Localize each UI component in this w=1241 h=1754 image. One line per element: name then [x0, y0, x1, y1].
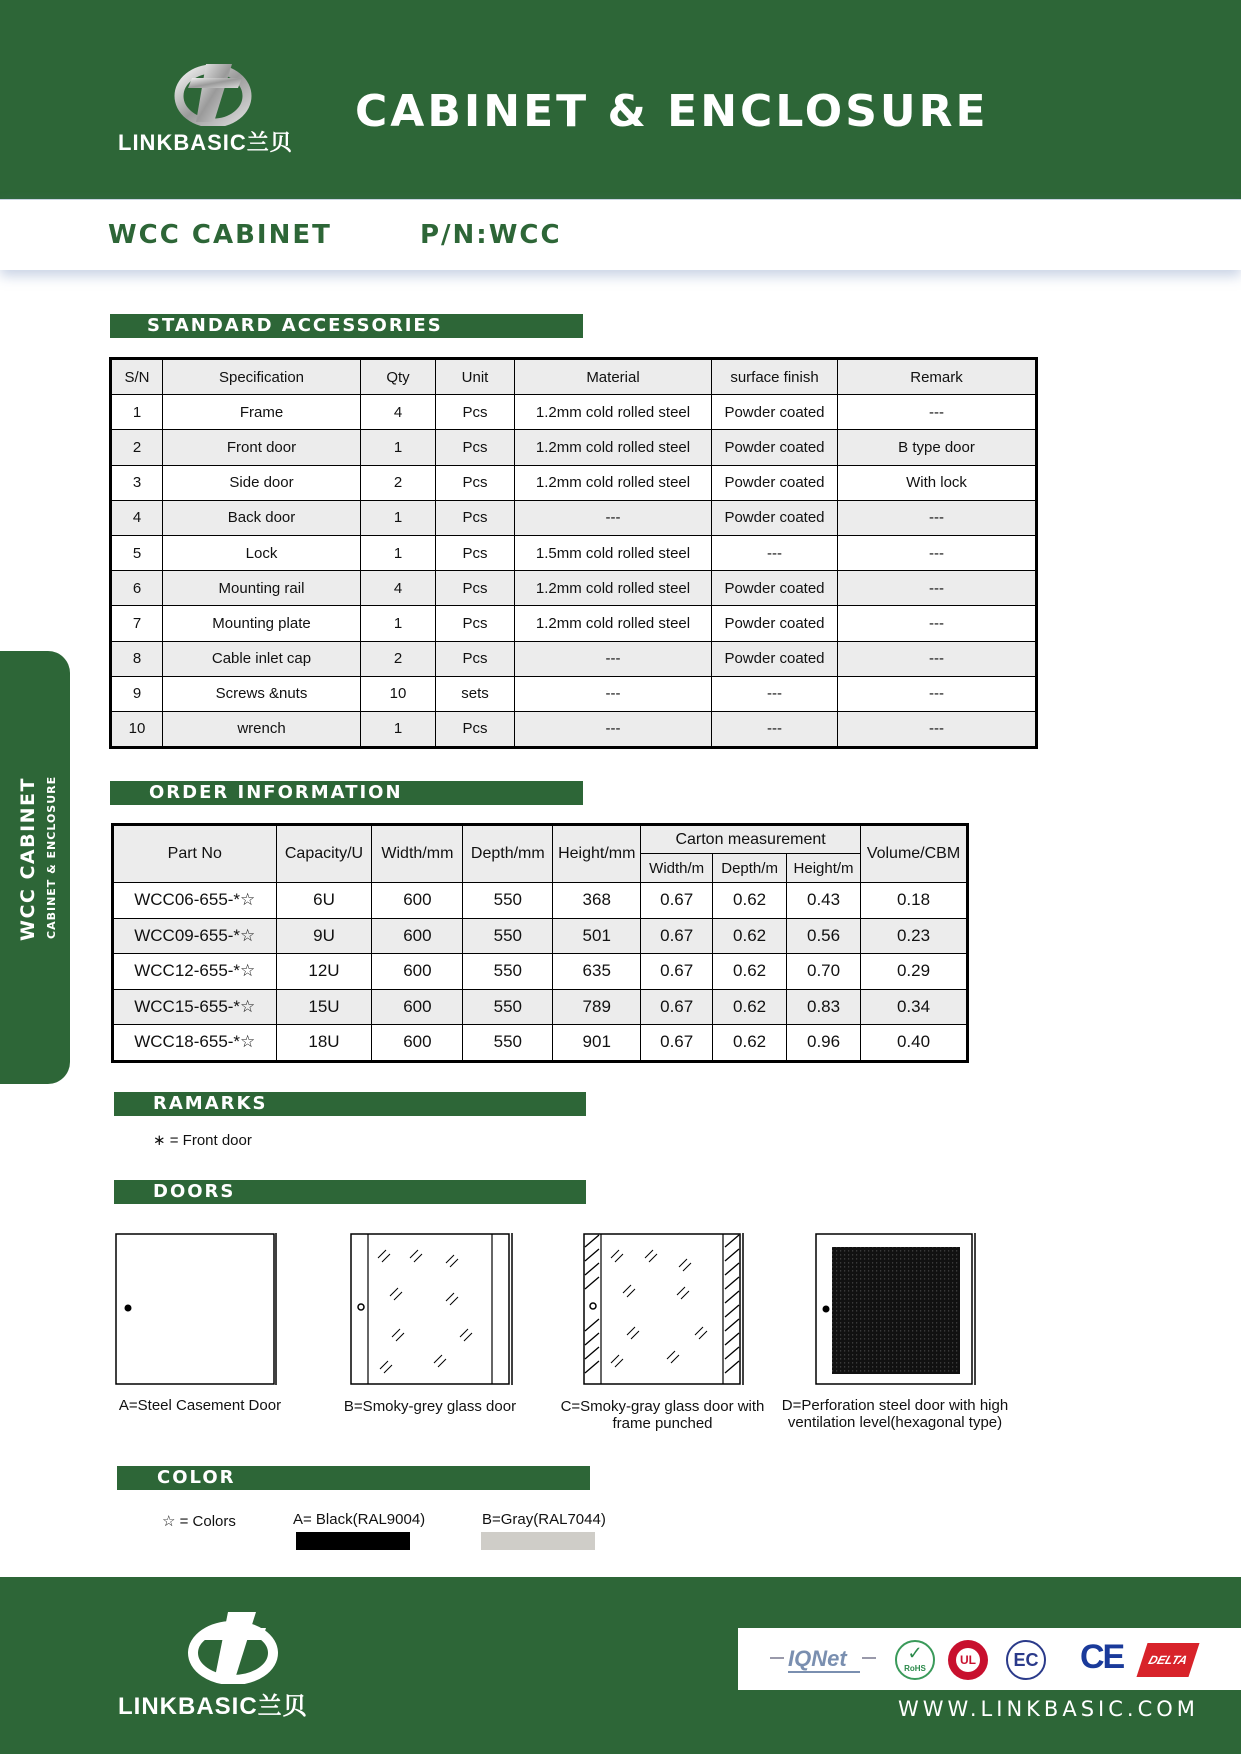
table-row: [111, 571, 1037, 606]
table-cell: 5: [111, 535, 163, 570]
table-cell: 10: [361, 676, 436, 711]
table-cell: 0.67: [641, 954, 713, 990]
column-header: Material: [515, 359, 712, 395]
table-cell: 2: [361, 641, 436, 676]
door-b-drawing: [350, 1233, 514, 1391]
door-c-drawing: [583, 1233, 745, 1391]
table-row: [111, 641, 1037, 676]
table-cell: ---: [515, 676, 712, 711]
column-header: Qty: [361, 359, 436, 395]
table-cell: Cable inlet cap: [163, 641, 361, 676]
table-cell: Side door: [163, 465, 361, 500]
column-header: Part No: [113, 825, 277, 883]
column-header: Unit: [436, 359, 515, 395]
table-cell: Pcs: [436, 465, 515, 500]
table-cell: 1: [111, 395, 163, 430]
table-cell: WCC15-655-*☆: [113, 989, 277, 1025]
table-cell: 0.23: [861, 918, 968, 954]
certifications: [738, 1628, 1241, 1690]
table-row: [111, 676, 1037, 711]
table-cell: 1: [361, 430, 436, 465]
door-a-drawing: [115, 1233, 278, 1391]
table-cell: Powder coated: [712, 500, 838, 535]
table-cell: 12U: [276, 954, 372, 990]
table-cell: 4: [361, 395, 436, 430]
linkbasic-logo: [110, 60, 320, 155]
delta-text: DELTA: [1146, 1653, 1190, 1667]
table-cell: sets: [436, 676, 515, 711]
table-cell: 0.62: [713, 954, 787, 990]
table-cell: 1: [361, 500, 436, 535]
table-cell: ---: [838, 500, 1037, 535]
table-cell: Pcs: [436, 500, 515, 535]
table-cell: 1: [361, 711, 436, 747]
table-cell: 600: [372, 989, 463, 1025]
table-cell: 18U: [276, 1025, 372, 1062]
table-cell: ---: [838, 641, 1037, 676]
table-cell: ---: [838, 606, 1037, 641]
table-cell: ---: [838, 571, 1037, 606]
table-cell: 0.67: [641, 1025, 713, 1062]
table-cell: 1.2mm cold rolled steel: [515, 606, 712, 641]
logo-mark-icon: [110, 60, 320, 126]
table-cell: 9: [111, 676, 163, 711]
table-cell: 0.29: [861, 954, 968, 990]
table-cell: 550: [463, 1025, 553, 1062]
table-cell: Pcs: [436, 571, 515, 606]
logo-mark-icon: [118, 1608, 358, 1684]
color-b-label: B=Gray(RAL7044): [482, 1511, 606, 1528]
table-cell: 0.67: [641, 883, 713, 919]
column-header: surface finish: [712, 359, 838, 395]
table-cell: 1: [361, 606, 436, 641]
table-cell: Mounting plate: [163, 606, 361, 641]
side-tab-title: WCC CABINET: [17, 776, 39, 941]
door-a-caption: A=Steel Casement Door: [118, 1397, 282, 1414]
color-a-label: A= Black(RAL9004): [293, 1511, 426, 1528]
table-cell: 0.67: [641, 989, 713, 1025]
table-cell: 1.5mm cold rolled steel: [515, 535, 712, 570]
column-header: Volume/CBM: [861, 825, 968, 883]
website-url: WWW.LINKBASIC.COM: [898, 1697, 1199, 1721]
side-tab-text: [0, 651, 70, 1084]
table-cell: 3: [111, 465, 163, 500]
table-cell: 1.2mm cold rolled steel: [515, 571, 712, 606]
table-cell: ---: [712, 676, 838, 711]
rohs-icon: ✓ RoHS: [895, 1640, 935, 1680]
order-table: [111, 823, 969, 1063]
table-cell: ---: [515, 641, 712, 676]
column-header: S/N: [111, 359, 163, 395]
table-cell: 1: [361, 535, 436, 570]
table-cell: 4: [111, 500, 163, 535]
table-row: [113, 883, 968, 919]
accessories-table: [109, 357, 1038, 749]
section-doors: DOORS: [114, 1180, 586, 1204]
table-cell: Pcs: [436, 395, 515, 430]
table-row: [111, 465, 1037, 500]
table-row: [111, 535, 1037, 570]
color-legend: ☆ = Colors: [162, 1513, 236, 1530]
table-row: [113, 954, 968, 990]
table-cell: 4: [361, 571, 436, 606]
logo-text: LINKBASIC兰贝: [118, 130, 293, 155]
table-cell: ---: [515, 711, 712, 747]
table-cell: 7: [111, 606, 163, 641]
table-cell: 15U: [276, 989, 372, 1025]
table-cell: Frame: [163, 395, 361, 430]
table-cell: Screws &nuts: [163, 676, 361, 711]
table-cell: 0.62: [713, 1025, 787, 1062]
table-row: [111, 395, 1037, 430]
column-header: Height/m: [787, 854, 861, 883]
table-cell: 0.18: [861, 883, 968, 919]
table-cell: B type door: [838, 430, 1037, 465]
table-cell: 789: [553, 989, 641, 1025]
ul-icon: [948, 1640, 988, 1680]
table-cell: 600: [372, 883, 463, 919]
color-a-swatch: [296, 1532, 410, 1550]
table-cell: 550: [463, 918, 553, 954]
table-cell: 600: [372, 954, 463, 990]
table-cell: 2: [361, 465, 436, 500]
table-cell: Pcs: [436, 641, 515, 676]
table-cell: WCC18-655-*☆: [113, 1025, 277, 1062]
table-cell: 0.62: [713, 918, 787, 954]
table-cell: 0.56: [787, 918, 861, 954]
side-tab-subtitle: CABINET & ENCLOSURE: [45, 775, 58, 939]
table-cell: Powder coated: [712, 606, 838, 641]
section-order-information: ORDER INFORMATION: [110, 781, 583, 805]
table-cell: ---: [712, 711, 838, 747]
table-cell: Back door: [163, 500, 361, 535]
column-header: Carton measurement: [641, 825, 861, 854]
door-b-caption: B=Smoky-grey glass door: [343, 1398, 517, 1415]
iqnet-text: IQNet: [788, 1646, 847, 1671]
table-cell: 0.83: [787, 989, 861, 1025]
table-cell: 1.2mm cold rolled steel: [515, 395, 712, 430]
table-cell: Pcs: [436, 711, 515, 747]
ce-icon: CE: [1080, 1638, 1124, 1676]
table-cell: ---: [838, 676, 1037, 711]
table-cell: 2: [111, 430, 163, 465]
table-cell: 0.34: [861, 989, 968, 1025]
table-cell: 0.62: [713, 989, 787, 1025]
side-tab: [0, 651, 70, 1084]
section-color: COLOR: [117, 1466, 590, 1490]
table-cell: Powder coated: [712, 465, 838, 500]
table-cell: Powder coated: [712, 571, 838, 606]
column-header: Specification: [163, 359, 361, 395]
column-header: Width/mm: [372, 825, 463, 883]
column-header: Depth/m: [713, 854, 787, 883]
table-cell: WCC12-655-*☆: [113, 954, 277, 990]
column-header: Capacity/U: [276, 825, 372, 883]
table-row: [111, 430, 1037, 465]
column-header: Remark: [838, 359, 1037, 395]
table-cell: WCC09-655-*☆: [113, 918, 277, 954]
table-cell: Lock: [163, 535, 361, 570]
table-cell: 0.96: [787, 1025, 861, 1062]
table-cell: Pcs: [436, 606, 515, 641]
table-cell: ---: [838, 395, 1037, 430]
table-cell: Powder coated: [712, 395, 838, 430]
ul-text: UL: [956, 1648, 980, 1672]
table-cell: 550: [463, 989, 553, 1025]
product-name: WCC CABINET: [108, 220, 332, 250]
table-cell: ---: [515, 500, 712, 535]
table-cell: ---: [838, 711, 1037, 747]
table-cell: 600: [372, 1025, 463, 1062]
table-cell: ---: [838, 535, 1037, 570]
table-row: [111, 606, 1037, 641]
table-cell: 10: [111, 711, 163, 747]
section-remarks: RAMARKS: [114, 1092, 586, 1116]
table-cell: Pcs: [436, 535, 515, 570]
table-cell: Pcs: [436, 430, 515, 465]
table-cell: wrench: [163, 711, 361, 747]
table-cell: 600: [372, 918, 463, 954]
iqnet-icon: [770, 1646, 876, 1672]
table-row: [113, 918, 968, 954]
remark-front-door: ∗ = Front door: [153, 1132, 252, 1149]
table-cell: WCC06-655-*☆: [113, 883, 277, 919]
door-d-drawing: [815, 1233, 977, 1391]
table-cell: Front door: [163, 430, 361, 465]
table-row: [111, 711, 1037, 747]
table-cell: 901: [553, 1025, 641, 1062]
product-part-number: P/N:WCC: [420, 220, 562, 250]
table-cell: ---: [712, 535, 838, 570]
table-cell: 8: [111, 641, 163, 676]
table-header-row: [113, 825, 968, 854]
table-cell: 0.62: [713, 883, 787, 919]
table-cell: 0.40: [861, 1025, 968, 1062]
table-cell: Powder coated: [712, 641, 838, 676]
table-cell: With lock: [838, 465, 1037, 500]
table-cell: 0.70: [787, 954, 861, 990]
table-cell: 550: [463, 883, 553, 919]
table-cell: 6: [111, 571, 163, 606]
table-row: [113, 1025, 968, 1062]
table-cell: 1.2mm cold rolled steel: [515, 465, 712, 500]
color-b-swatch: [481, 1532, 595, 1550]
delta-icon: [1136, 1643, 1199, 1677]
table-cell: Mounting rail: [163, 571, 361, 606]
table-cell: 6U: [276, 883, 372, 919]
table-cell: 9U: [276, 918, 372, 954]
footer-logo: [118, 1608, 358, 1720]
page-title: CABINET & ENCLOSURE: [355, 86, 989, 137]
table-cell: Powder coated: [712, 430, 838, 465]
ec-icon: EC: [1006, 1640, 1046, 1680]
table-header-row: [111, 359, 1037, 395]
table-row: [111, 500, 1037, 535]
table-cell: 550: [463, 954, 553, 990]
table-row: [113, 989, 968, 1025]
table-cell: 1.2mm cold rolled steel: [515, 430, 712, 465]
door-c-caption: C=Smoky-gray glass door with frame punched: [560, 1398, 765, 1432]
column-header: Depth/mm: [463, 825, 553, 883]
table-cell: 635: [553, 954, 641, 990]
column-header: Width/m: [641, 854, 713, 883]
section-standard-accessories: STANDARD ACCESSORIES: [110, 314, 583, 338]
footer-logo-text: LINKBASIC兰贝: [118, 1693, 308, 1720]
table-cell: 0.43: [787, 883, 861, 919]
rohs-text: RoHS: [904, 1664, 926, 1673]
door-d-caption: D=Perforation steel door with high ventilation level(hexagonal type): [781, 1397, 1009, 1431]
column-header: Height/mm: [553, 825, 641, 883]
table-cell: 368: [553, 883, 641, 919]
table-cell: 0.67: [641, 918, 713, 954]
table-cell: 501: [553, 918, 641, 954]
